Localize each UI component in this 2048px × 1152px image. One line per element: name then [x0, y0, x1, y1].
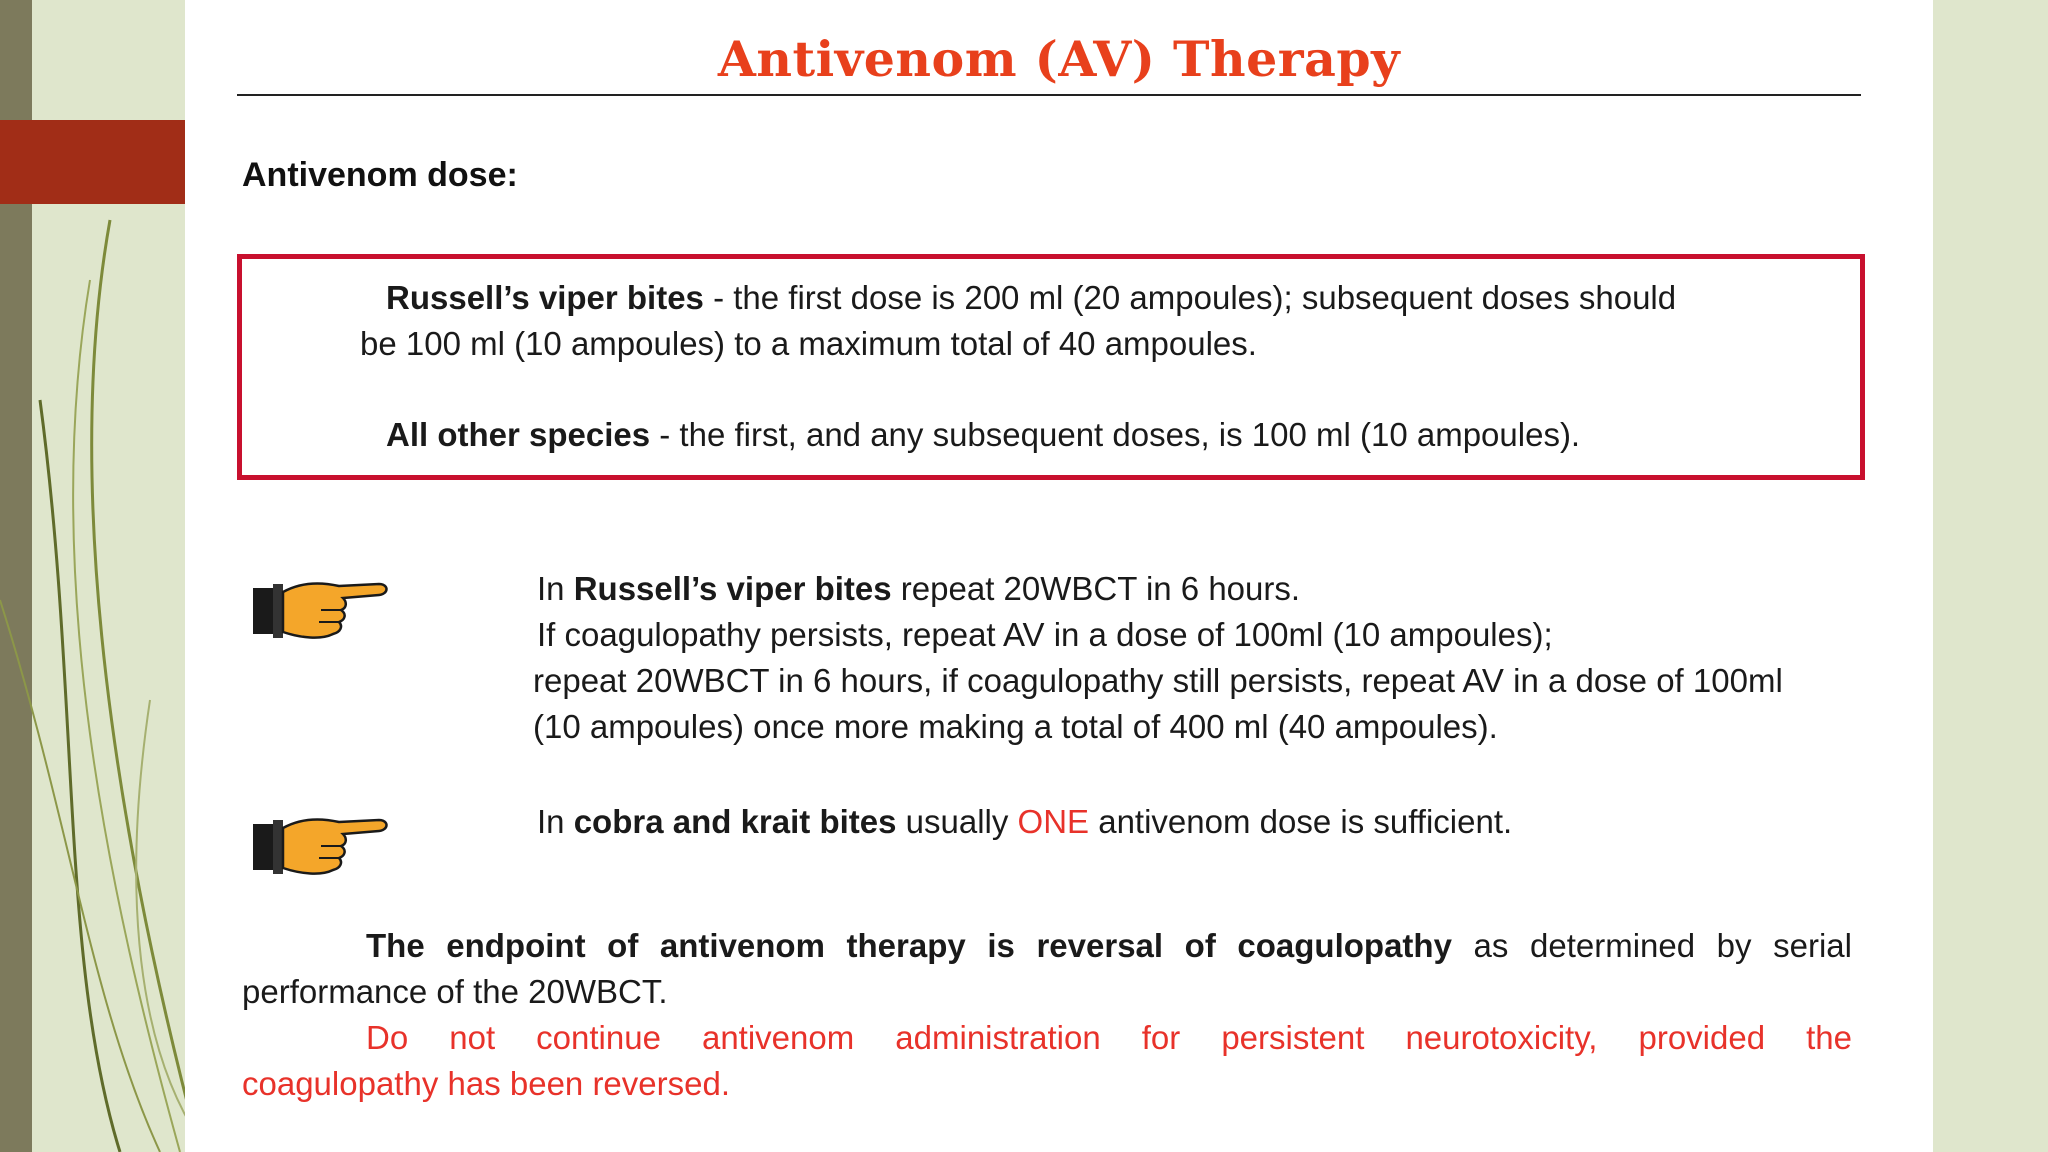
- point2-bold: cobra and krait bites: [573, 803, 897, 840]
- warning-line-2: coagulopathy has been reversed.: [242, 1065, 731, 1102]
- warning-line-1: Do not continue antivenom administration for persistent neurotoxicity, provided the: [366, 1019, 1852, 1056]
- point2-prefix: In: [537, 803, 574, 840]
- accent-bar: [0, 120, 185, 204]
- slide-title: Antivenom (AV) Therapy: [717, 30, 1401, 88]
- russell-label: Russell’s viper bites: [386, 279, 704, 316]
- point1-line-2: If coagulopathy persists, repeat AV in a dose of 100ml (10 ampoules);: [537, 616, 1553, 653]
- endpoint-line-1: [242, 927, 1852, 965]
- point1-line-1: [537, 570, 1300, 608]
- russell-dose-line-2: be 100 ml (10 ampoules) to a maximum total of 40 ampoules.: [360, 325, 1257, 362]
- point1-line-3: repeat 20WBCT in 6 hours, if coagulopathy still persists, repeat AV in a dose of 100ml: [533, 662, 1783, 699]
- endpoint-line-2: performance of the 20WBCT.: [242, 973, 668, 1010]
- russell-dose-line-1: [386, 279, 1676, 317]
- point2-line: [537, 803, 1512, 841]
- point1-bold: Russell’s viper bites: [573, 570, 892, 607]
- pointing-hand-icon: [251, 570, 391, 650]
- point2-middle: usually: [896, 803, 1018, 840]
- point1-line-4: (10 ampoules) once more making a total of 400 ml (40 ampoules).: [533, 708, 1498, 745]
- slide-content: [185, 0, 1933, 1152]
- dose-box: [237, 254, 1865, 480]
- title-divider: [237, 94, 1861, 96]
- point2-highlight: ONE: [1017, 803, 1090, 840]
- point1-suffix: repeat 20WBCT in 6 hours.: [891, 570, 1301, 607]
- section-heading: Antivenom dose:: [242, 156, 518, 194]
- decorative-swooshes: [0, 200, 200, 1152]
- point1-prefix: In: [537, 570, 574, 607]
- russell-dose-text: - the first dose is 200 ml (20 ampoules); subsequent doses should: [703, 279, 1677, 316]
- other-species-line: [386, 416, 1580, 454]
- endpoint-text: as determined by serial: [1451, 927, 1852, 964]
- endpoint-bold: The endpoint of antivenom therapy is reversal of coagulopathy: [366, 927, 1452, 964]
- pointing-hand-icon: [251, 806, 391, 886]
- other-species-label: All other species: [386, 416, 651, 453]
- point2-suffix: antivenom dose is sufficient.: [1089, 803, 1513, 840]
- other-species-text: - the first, and any subsequent doses, is 100 ml (10 ampoules).: [650, 416, 1581, 453]
